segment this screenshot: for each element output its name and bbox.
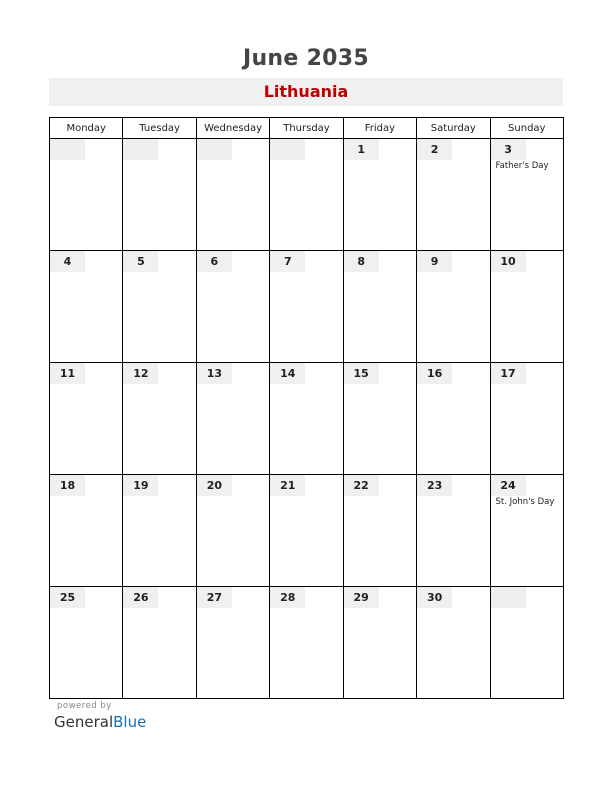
day-cell [343,139,416,251]
generalblue-logo[interactable] [54,713,146,731]
day-number [491,587,526,608]
empty-day-cell [123,139,196,251]
day-number: 2 [417,139,452,160]
country-bar [49,78,563,106]
weekday-header: Sunday [490,118,563,139]
day-number: 27 [197,587,232,608]
day-cell [490,475,563,587]
day-number: 18 [50,475,85,496]
day-number: 10 [491,251,526,272]
day-number: 13 [197,363,232,384]
day-number: 17 [491,363,526,384]
day-cell [343,475,416,587]
day-number: 29 [344,587,379,608]
day-number: 3 [491,139,526,160]
day-number [197,139,232,160]
day-cell [270,587,343,699]
day-cell [50,251,123,363]
weekday-header: Monday [50,118,123,139]
day-cell [343,251,416,363]
day-cell [50,587,123,699]
week-row [50,363,564,475]
day-cell [123,363,196,475]
day-cell [417,363,490,475]
week-row [50,475,564,587]
day-cell [270,251,343,363]
day-number: 4 [50,251,85,272]
holiday-label: Father's Day [495,161,549,171]
day-cell [490,251,563,363]
day-cell [417,139,490,251]
day-number: 16 [417,363,452,384]
day-number [123,139,158,160]
day-cell [50,363,123,475]
week-row [50,587,564,699]
day-cell [123,587,196,699]
day-cell [270,363,343,475]
weekday-header: Thursday [270,118,343,139]
day-number [50,139,85,160]
calendar-body [50,139,564,699]
day-cell [196,475,269,587]
day-number: 12 [123,363,158,384]
weekday-header: Friday [343,118,416,139]
day-cell [417,251,490,363]
day-cell [196,363,269,475]
day-number: 23 [417,475,452,496]
day-cell [123,475,196,587]
day-number: 30 [417,587,452,608]
day-cell [123,251,196,363]
day-cell [343,587,416,699]
logo-text-general: General [54,713,114,731]
day-number: 6 [197,251,232,272]
day-cell [270,475,343,587]
day-number: 1 [344,139,379,160]
day-cell [50,475,123,587]
weekday-header: Tuesday [123,118,196,139]
day-cell [490,363,563,475]
day-number: 7 [270,251,305,272]
day-number: 19 [123,475,158,496]
day-cell [196,251,269,363]
day-number: 28 [270,587,305,608]
day-number: 14 [270,363,305,384]
week-row [50,251,564,363]
day-cell [196,587,269,699]
day-number: 24 [491,475,526,496]
calendar-grid [49,117,564,699]
day-cell [490,139,563,251]
day-cell [417,587,490,699]
day-number: 9 [417,251,452,272]
logo-text-blue: Blue [113,713,147,731]
week-row [50,139,564,251]
day-number: 21 [270,475,305,496]
weekday-header-row [50,118,564,139]
day-number: 26 [123,587,158,608]
weekday-header: Saturday [417,118,490,139]
day-number [270,139,305,160]
empty-day-cell [490,587,563,699]
day-cell [417,475,490,587]
weekday-header: Wednesday [196,118,269,139]
holiday-label: St. John's Day [495,497,555,507]
day-cell [343,363,416,475]
powered-by-label: powered by [57,701,112,711]
day-number: 25 [50,587,85,608]
country-name: Lithuania [263,82,349,101]
calendar-title: June 2035 [242,46,370,71]
empty-day-cell [196,139,269,251]
empty-day-cell [270,139,343,251]
day-number: 5 [123,251,158,272]
day-number: 15 [344,363,379,384]
empty-day-cell [50,139,123,251]
day-number: 20 [197,475,232,496]
day-number: 11 [50,363,85,384]
day-number: 22 [344,475,379,496]
day-number: 8 [344,251,379,272]
